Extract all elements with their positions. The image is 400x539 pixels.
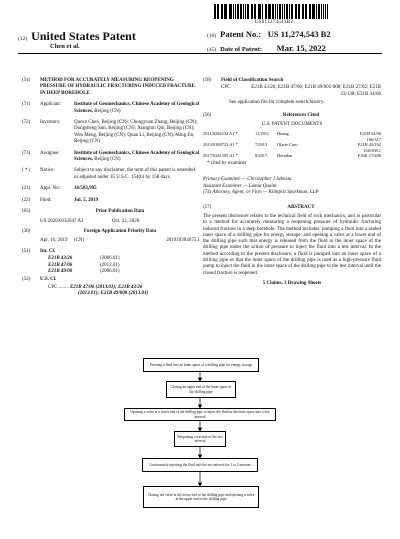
- patent-date: Mar. 15, 2022: [276, 43, 326, 53]
- reference-name: Huang: [277, 131, 289, 137]
- assignee-place: Beijing (CN): [94, 157, 121, 163]
- claims-summary: 5 Claims, 3 Drawing Sheets: [262, 280, 322, 286]
- us-cl-body: CPC ........ E21B 47/06 (2013.01); E21B 43/26 (2013.01); E21B 49/008 (2013.01): [48, 284, 149, 297]
- right-column: [203, 78, 381, 287]
- int-cl-version: (2006.01): [100, 268, 120, 274]
- barcode-bar: [327, 4, 328, 19]
- barcode-bar: [254, 4, 256, 19]
- code-30: (30): [22, 228, 31, 234]
- flowchart-step: Continuously injecting the fluid into the test interval for 1 to 2 minutes: [142, 458, 258, 472]
- code-73: (73): [22, 150, 31, 156]
- search-field-title: Field of Classification Search: [221, 78, 284, 83]
- field-72: [22, 120, 200, 146]
- notice-text: Subject to any disclaimer, the term of this patent is extended or adjusted under 35 U.S.C. 154(b) by 158 days.: [74, 168, 195, 180]
- reference-row: [203, 153, 381, 159]
- reference-name: Olarte Caro: [277, 142, 298, 148]
- barcode-bar: [224, 4, 227, 19]
- int-cl-list: [48, 256, 200, 275]
- prior-pub-number: US 2020/0332647 A1: [40, 218, 84, 224]
- header-rule: [18, 53, 382, 54]
- field-notice: [22, 168, 200, 181]
- code-72: (72): [22, 120, 31, 126]
- reference-class: E21B 34/06: [359, 131, 381, 137]
- code-65: (65): [22, 209, 31, 215]
- document-type: [18, 29, 136, 44]
- prior-pub-title: Prior Publication Data: [95, 209, 145, 215]
- assistant-examiner: Assistant Examiner — Lamia Quaim: [203, 183, 277, 189]
- left-column: [22, 78, 200, 298]
- barcode-bar: [233, 4, 234, 19]
- barcode-number: US011274543B2: [254, 20, 294, 25]
- us-cl-line1: E21B 47/06 (2013.01); E21B 43/26: [69, 284, 143, 290]
- barcode-bar: [282, 4, 283, 19]
- field-22: [22, 198, 200, 204]
- field-51: [22, 249, 200, 255]
- search-field-cpc: [221, 85, 381, 98]
- code-54: (54): [22, 78, 31, 83]
- flowchart-step: Closing the valve at the lower end of the drilling pipe and opening a valve at the upper end of the drilling pipe: [143, 486, 259, 508]
- abstract-text: The present disclosure relates to the technical field of rock mechanics, and in particular to a method for accurately measuring a reopening pressure of hydraulic fracturing induced fracture in a deep borehole. The method includes: pumping a fluid into a sealed inner space of a drilling pipe for energy storage; and opening a valve at a lower end of the drilling pipe such that energy is released from the fluid in the inner space of the drilling pipe under the action of pressure to inject the fluid into a test interval. In the method according to the present disclosure, a fluid is pumped into an inner space of a drilling pipe so that the inner space of the drilling pipe is used as a high-pressure fluid pump to inject the fluid in the inner space of the drilling pipe to the test interval until the closed fracture is reopened.: [203, 213, 381, 276]
- barcode-bar: [275, 4, 276, 19]
- int-cl-class: E21B 47/06: [48, 262, 73, 268]
- barcode-bar: [217, 4, 219, 19]
- int-cl-row: [48, 269, 200, 275]
- references-heading: [203, 113, 381, 119]
- barcode-bar: [284, 4, 285, 19]
- search-cpc-text: E21B 43/26; E21B 47/06; E21B 49/005-008; E21B 27/02; E21B 33/138; E21B 34/06: [251, 85, 381, 97]
- barcode-bar: [252, 4, 253, 19]
- abstract-heading: [203, 205, 381, 211]
- barcode-bar: [291, 4, 294, 19]
- cited-by-examiner: * cited by examiner: [207, 160, 247, 166]
- reference-number: 2011/0284232 A1 *: [203, 131, 238, 137]
- patent-number: US 11,274,543 B2: [267, 29, 331, 39]
- foreign-priority-heading: [22, 229, 200, 235]
- reference-class: E21B 43/162: [357, 142, 381, 148]
- references-subtitle: U.S. PATENT DOCUMENTS: [261, 122, 323, 128]
- reference-date: 11/2011: [255, 131, 270, 137]
- reference-number: 2013/0180722 A1 *: [203, 142, 238, 148]
- barcode-bar: [247, 4, 250, 19]
- code-10: (10): [207, 33, 217, 39]
- date-label: Date of Patent:: [220, 46, 263, 53]
- foreign-priority-number: 201910304075.1: [166, 238, 200, 244]
- barcode-bar: [230, 4, 232, 19]
- search-note: See application file for complete search history.: [229, 100, 325, 106]
- field-58: [203, 78, 381, 84]
- barcode-bar: [259, 4, 261, 19]
- code-58: (58): [203, 78, 212, 83]
- flowchart-step: Reopening a fracture of the test interval: [174, 431, 226, 447]
- foreign-priority-title: Foreign Application Priority Data: [83, 228, 157, 234]
- notice-label: Notice:: [40, 168, 55, 174]
- barcode: [214, 4, 334, 19]
- barcode-bar: [215, 4, 216, 19]
- code-22: (22): [22, 197, 31, 203]
- appl-no: 16/503,995: [74, 186, 97, 192]
- code-12: (12): [18, 36, 28, 42]
- foreign-priority-country: (CN): [74, 238, 85, 244]
- attorney: (74) Attorney, Agent, or Firm — Klintpist Sparkman, LLP: [203, 190, 319, 196]
- flowchart-step: Opening a valve at a lower end of the drilling pipe to inject the fluid in the inner space into a test interval: [124, 408, 276, 421]
- us-cl-title: U.S. Cl.: [40, 277, 57, 283]
- barcode-bar: [268, 4, 271, 19]
- filed-date: Jul. 5, 2019: [74, 197, 99, 203]
- patent-number-line: [207, 29, 331, 39]
- references-title: References Cited: [282, 112, 320, 118]
- prior-pub-date: Oct. 22, 2020: [112, 218, 140, 224]
- document-type-text: United States Patent: [31, 29, 136, 43]
- foreign-priority-row: [40, 238, 200, 244]
- code-71: (71): [22, 102, 31, 108]
- code-51: (51): [22, 248, 31, 254]
- appl-no-label: Appl. No.:: [40, 186, 62, 192]
- barcode-bar: [303, 4, 304, 19]
- patent-date-line: [207, 43, 326, 53]
- references-list: [203, 131, 381, 159]
- barcode-bar: [262, 4, 263, 19]
- int-cl-version: (2012.01): [100, 262, 120, 268]
- assignee-label: Assignee:: [40, 150, 60, 156]
- search-cpc-label: CPC: [221, 85, 231, 91]
- flowchart-step: Pressing a fluid into an inner space of a drilling pipe for energy storage: [143, 358, 259, 372]
- barcode-bar: [305, 4, 307, 19]
- barcode-bar: [277, 4, 278, 19]
- barcode-bar: [312, 4, 315, 19]
- us-cl-cpc-label: CPC: [48, 284, 58, 290]
- inventors-list: Qunce Chen, Beijing (CN); Chongyuan Zhang, Beijing (CN); Dongsheng Sun, Beijing (CN); Xianghui Qin, Beijing (CN); Wen Meng, Beijing (CN); Quan Li, Beijing (CN); Ming Jin, Beijing (CN): [74, 120, 198, 145]
- barcode-bar: [296, 4, 297, 19]
- barcode-bar: [245, 4, 246, 19]
- patent-number-label: Patent No.:: [220, 29, 262, 39]
- barcode-bar: [310, 4, 311, 19]
- int-cl-version: (2006.01): [100, 256, 120, 262]
- code-52: (52): [22, 277, 31, 283]
- int-cl-title: Int. Cl.: [40, 248, 56, 254]
- reference-date: 8/2017: [255, 153, 268, 159]
- assignee-name: Institute of Geomechanics, Chinese Academy of Geological Sciences,: [74, 150, 200, 163]
- field-54: [22, 78, 200, 97]
- field-73: [22, 151, 200, 164]
- code-notice: ( * ): [22, 168, 31, 174]
- us-cl-line2: (2013.01); E21B 49/008 (2013.01): [78, 291, 149, 297]
- flowchart-step: Closing an upper end of the inner space of the drilling pipe: [166, 381, 236, 398]
- code-21: (21): [22, 186, 31, 192]
- field-21: [22, 186, 200, 192]
- filed-label: Filed:: [40, 197, 52, 203]
- barcode-bar: [237, 4, 239, 19]
- reference-class: F16K 17/406: [357, 153, 381, 159]
- reference-number: 2017/0241595 A1 *: [203, 153, 238, 159]
- code-56: (56): [203, 112, 212, 118]
- applicant-place: Beijing (CN): [94, 108, 121, 114]
- reference-name: Herndon: [277, 153, 293, 159]
- code-45: (45): [207, 47, 217, 53]
- reference-class-secondary: 166/317: [366, 136, 381, 142]
- inventors-label: Inventors:: [40, 120, 61, 126]
- applicant-label: Applicant:: [40, 102, 62, 108]
- barcode-bar: [321, 4, 322, 19]
- foreign-priority-date: Apr. 16, 2019: [40, 238, 68, 244]
- field-71: [22, 102, 200, 115]
- barcode-bar: [222, 4, 223, 19]
- inventors-short: Chen et al.: [50, 43, 80, 50]
- code-57: (57): [203, 204, 212, 210]
- int-cl-class: E21B 49/00: [48, 268, 73, 274]
- prior-pub-row: [40, 219, 200, 225]
- abstract-title: ABSTRACT: [287, 204, 315, 210]
- applicant-name: Institute of Geomechanics, Chinese Academy of Geological Sciences,: [74, 102, 200, 114]
- barcode-bar: [318, 4, 320, 19]
- barcode-bar: [266, 4, 267, 19]
- barcode-bar: [298, 4, 300, 19]
- prior-pub-heading: [22, 209, 200, 215]
- int-cl-class: E21B 43/26: [48, 256, 73, 262]
- reference-class-secondary: 166/308.1: [363, 147, 381, 153]
- patent-title: METHOD FOR ACCURATELY MEASURING REOPENING PRESSURE OF HYDRAULIC FRACTURING INDUCED FRACTURE IN DEEP BOREHOLE: [40, 78, 195, 96]
- primary-examiner: Primary Examiner — Christopher J Sebesta: [203, 177, 292, 183]
- field-52: [22, 277, 200, 283]
- barcode-bar: [325, 4, 327, 19]
- barcode-bar: [240, 4, 242, 19]
- barcode-bar: [289, 4, 290, 19]
- reference-date: 7/2013: [255, 142, 268, 148]
